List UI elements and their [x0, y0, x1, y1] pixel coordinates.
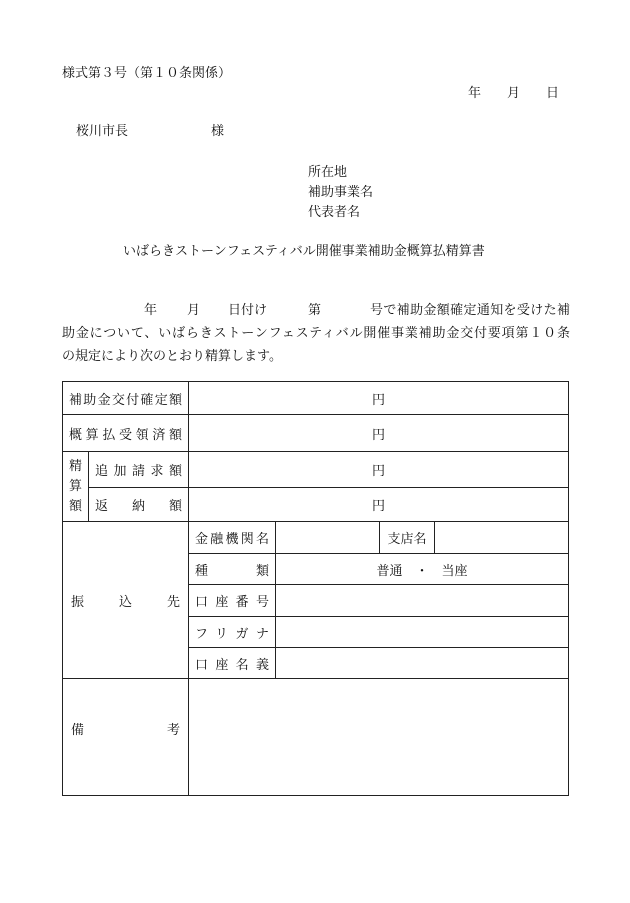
- yen-unit: 円: [372, 427, 386, 443]
- bank-name-field[interactable]: [276, 522, 380, 554]
- settlement-label: [63, 452, 89, 522]
- remarks-field[interactable]: [189, 679, 569, 796]
- settlement-char-3: 額: [68, 498, 82, 514]
- account-number-label: 口座番号: [189, 585, 276, 617]
- settlement-table: [62, 381, 569, 796]
- additional-claim-field[interactable]: [189, 452, 569, 488]
- furigana-field[interactable]: [276, 617, 569, 648]
- remarks-label: 備考: [63, 679, 189, 796]
- settlement-char-2: 算: [68, 478, 82, 494]
- received-amount-field[interactable]: [189, 415, 569, 452]
- body-month: 月: [187, 303, 201, 318]
- yen-unit: 円: [372, 499, 386, 514]
- account-name-label: 口座名義: [189, 648, 276, 679]
- branch-name-field[interactable]: [435, 522, 569, 554]
- confirmed-amount-label: 補助金交付確定額: [63, 382, 189, 415]
- date-year: 年: [468, 86, 482, 101]
- body-dated: 日付け: [228, 303, 268, 318]
- body-year: 年: [144, 303, 158, 318]
- applicant-business-label: 補助事業名: [308, 185, 374, 200]
- date-line: [468, 86, 559, 102]
- account-type-options[interactable]: 普通 ・ 当座: [276, 554, 569, 585]
- return-amount-field[interactable]: [189, 488, 569, 522]
- account-type-label: 種類: [189, 554, 276, 585]
- addressee-suffix: 様: [211, 124, 225, 139]
- applicant-representative-label: 代表者名: [308, 205, 361, 220]
- body-line-1: [62, 299, 570, 322]
- date-month: 月: [507, 86, 521, 101]
- yen-unit: 円: [372, 464, 386, 479]
- yen-unit: 円: [372, 392, 386, 408]
- furigana-label: フリガナ: [189, 617, 276, 648]
- row-additional: [63, 452, 569, 488]
- row-received: [63, 415, 569, 452]
- body-paragraph: [62, 299, 570, 368]
- account-name-field[interactable]: [276, 648, 569, 679]
- settlement-char-1: 精: [68, 458, 82, 474]
- bank-name-label: 金融機関名: [189, 522, 276, 554]
- confirmed-amount-field[interactable]: [189, 382, 569, 415]
- body-line-2: 助金について、いばらきストーンフェスティバル開催事業補助金交付要項第１０条: [62, 326, 570, 341]
- form-number: 様式第３号（第１０条関係）: [62, 66, 232, 81]
- return-amount-label: 返納額: [89, 488, 189, 522]
- applicant-address-label: 所在地: [308, 165, 348, 180]
- body-line-3: の規定により次のとおり精算します。: [62, 349, 282, 364]
- additional-claim-label: 追加請求額: [89, 452, 189, 488]
- body-line1-rest: 号で補助金額確定通知を受けた補: [370, 303, 570, 318]
- document-title: いばらきストーンフェスティバル開催事業補助金概算払精算書: [123, 244, 485, 259]
- row-bank: [63, 522, 569, 554]
- account-number-field[interactable]: [276, 585, 569, 617]
- body-no: 第: [308, 303, 322, 318]
- row-confirmed: [63, 382, 569, 415]
- date-day: 日: [546, 86, 560, 101]
- received-amount-label: 概算払受領済額: [63, 415, 189, 452]
- branch-name-label: 支店名: [380, 522, 435, 554]
- row-remarks: [63, 679, 569, 796]
- transfer-label: 振込先: [63, 522, 189, 679]
- addressee-name: 桜川市長: [76, 124, 129, 139]
- row-return: [63, 488, 569, 522]
